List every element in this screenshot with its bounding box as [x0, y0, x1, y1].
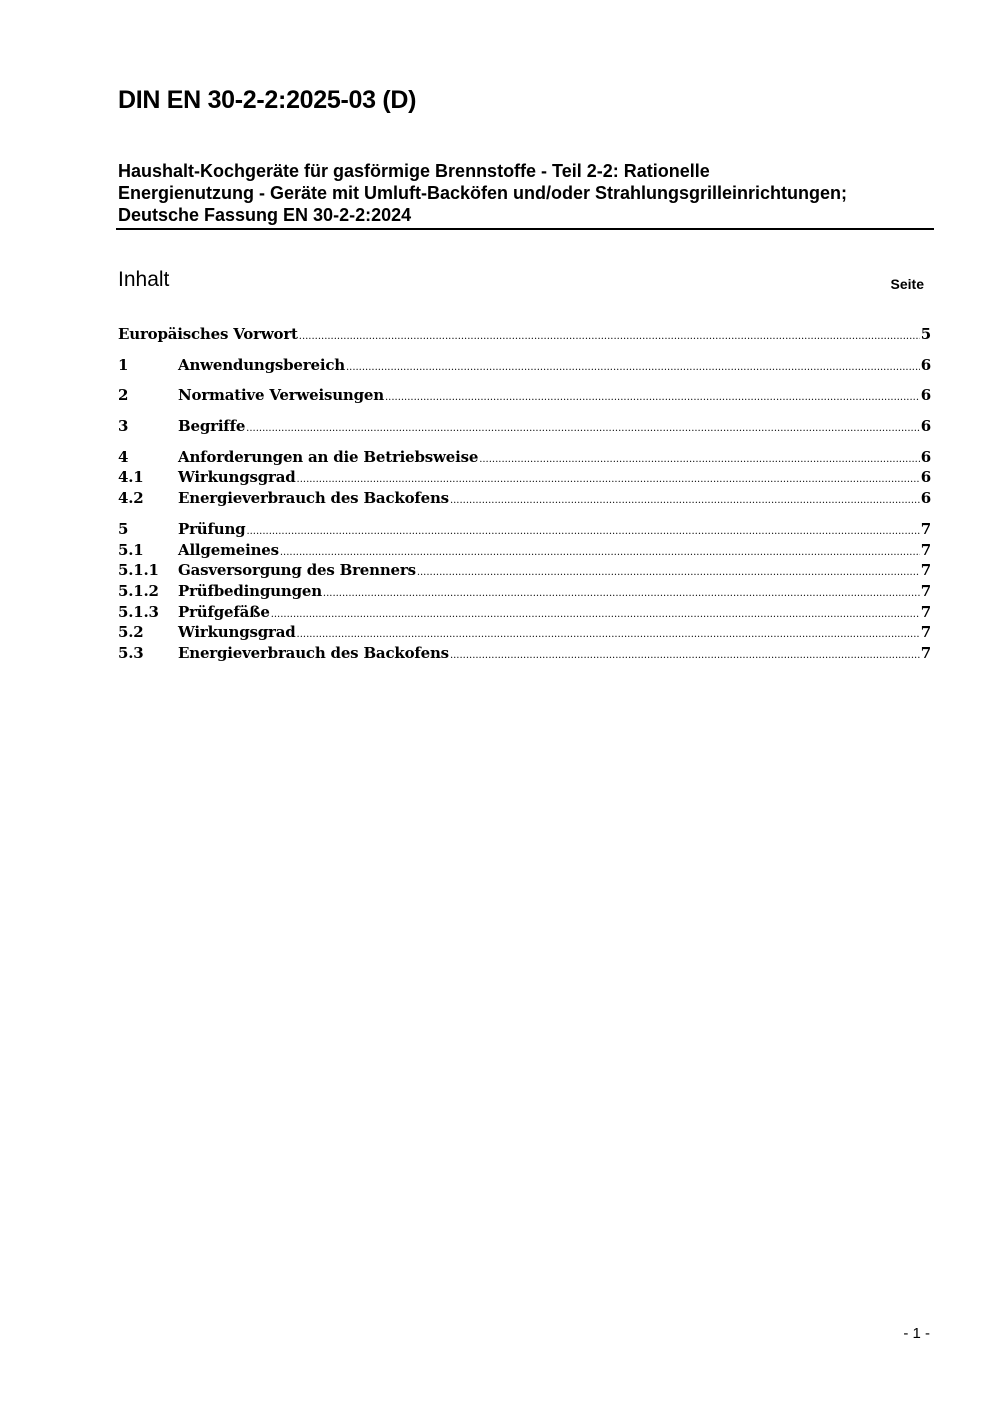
toc-entry-number: 5.1.2 [118, 581, 159, 600]
toc-entry-page: 7 [920, 561, 931, 580]
toc-entry[interactable] [118, 622, 931, 643]
title-divider [116, 228, 934, 230]
toc-entry-page: 7 [920, 623, 931, 642]
toc-entry[interactable] [118, 355, 931, 376]
toc-entry-title: Prüfung [178, 519, 246, 538]
table-of-contents [118, 324, 931, 664]
toc-entry-number: 4 [118, 447, 129, 466]
toc-entry-title: Allgemeines [178, 540, 279, 559]
toc-dot-leader [385, 388, 920, 409]
toc-entry-number: 5.3 [118, 643, 144, 662]
document-id: DIN EN 30-2-2:2025-03 (D) [118, 86, 417, 114]
toc-dot-leader [246, 419, 920, 440]
toc-entry-page: 6 [920, 355, 931, 374]
toc-entry-page: 7 [920, 581, 931, 600]
toc-entry-page: 6 [920, 417, 931, 436]
toc-page-column-label: Seite [890, 276, 924, 292]
toc-entry-number: 1 [118, 355, 129, 374]
toc-entry-page: 5 [920, 325, 931, 343]
toc-entry-page: 7 [920, 540, 931, 559]
toc-entry-title: Europäisches Vorwort [118, 325, 298, 343]
toc-entry[interactable] [118, 488, 931, 509]
toc-entry-number: 2 [118, 386, 129, 405]
toc-entry-title: Anwendungsbereich [178, 355, 345, 374]
subtitle-line: Deutsche Fassung EN 30-2-2:2024 [118, 205, 412, 225]
toc-entry-number: 4.2 [118, 489, 144, 508]
toc-dot-leader [450, 646, 920, 667]
toc-entry-title: Anforderungen an die Betriebsweise [178, 447, 479, 466]
toc-dot-leader [450, 491, 920, 512]
toc-entry-title: Wirkungsgrad [178, 468, 296, 487]
toc-entry-page: 6 [920, 447, 931, 466]
toc-entry-number: 5.2 [118, 623, 144, 642]
toc-entry-number: 5.1 [118, 540, 144, 559]
toc-entry-page: 6 [920, 489, 931, 508]
subtitle-line: Energienutzung - Geräte mit Umluft-Backöfen und/oder Strahlungsgrilleinrichtungen; [118, 183, 848, 203]
toc-entry-title: Energieverbrauch des Backofens [178, 643, 449, 662]
toc-entry[interactable] [118, 467, 931, 488]
toc-entry-number: 5 [118, 519, 129, 538]
document-subtitle [118, 160, 938, 226]
toc-entry[interactable] [118, 416, 931, 437]
toc-entry-title: Prüfgefäße [178, 602, 270, 621]
toc-entry[interactable] [118, 643, 931, 664]
toc-entry-page: 6 [920, 386, 931, 405]
toc-entry-title: Prüfbedingungen [178, 581, 322, 600]
toc-heading: Inhalt [118, 268, 170, 291]
toc-entry[interactable] [118, 447, 931, 468]
toc-entry-number: 4.1 [118, 468, 144, 487]
toc-entry-title: Gasversorgung des Brenners [178, 561, 416, 580]
toc-entry-page: 7 [920, 602, 931, 621]
toc-dot-leader [346, 358, 920, 379]
subtitle-line: Haushalt-Kochgeräte für gasförmige Brennstoffe - Teil 2-2: Rationelle [118, 161, 710, 181]
toc-entry[interactable] [118, 581, 931, 602]
toc-entry[interactable] [118, 519, 931, 540]
toc-entry[interactable] [118, 324, 931, 345]
footer-page-number: - 1 - [903, 1325, 930, 1342]
toc-entry-page: 7 [920, 643, 931, 662]
toc-entry-title: Normative Verweisungen [178, 386, 384, 405]
toc-entry-title: Begriffe [178, 417, 246, 436]
toc-entry[interactable] [118, 602, 931, 623]
toc-entry-page: 7 [920, 519, 931, 538]
toc-entry-number: 5.1.3 [118, 602, 159, 621]
toc-entry[interactable] [118, 385, 931, 406]
toc-entry[interactable] [118, 560, 931, 581]
toc-entry-page: 6 [920, 468, 931, 487]
toc-entry-number: 5.1.1 [118, 561, 159, 580]
toc-entry-title: Energieverbrauch des Backofens [178, 489, 449, 508]
toc-dot-leader [299, 327, 920, 348]
toc-entry-title: Wirkungsgrad [178, 623, 296, 642]
toc-entry-number: 3 [118, 417, 129, 436]
toc-entry[interactable] [118, 540, 931, 561]
